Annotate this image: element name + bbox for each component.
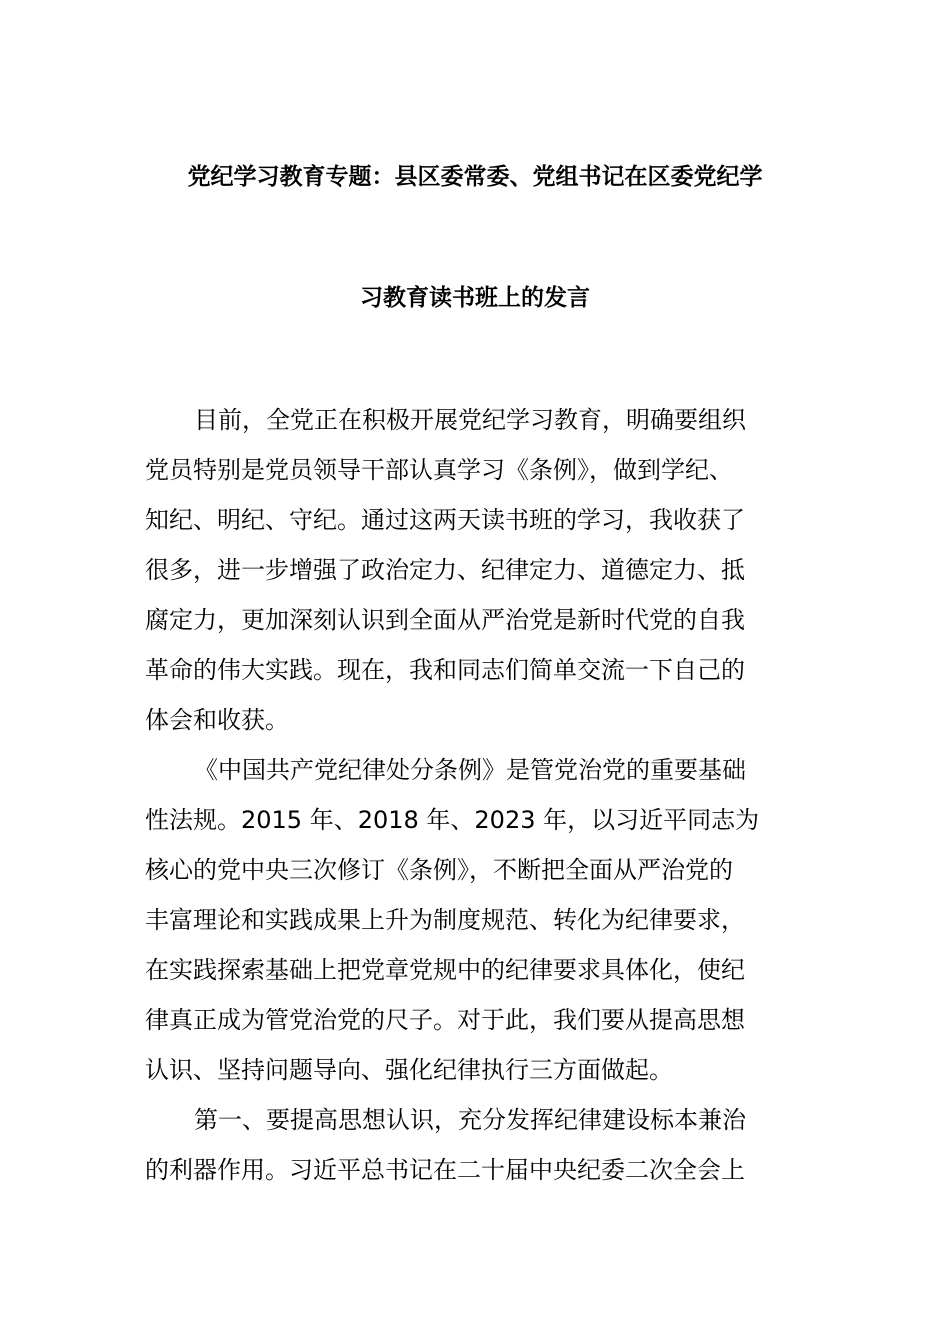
- paragraph-line: 律真正成为管党治党的尺子。对于此，我们要从提高思想: [145, 1006, 745, 1034]
- paragraph-line: 党员特别是党员领导干部认真学习《条例》，做到学纪、: [145, 456, 733, 484]
- paragraph-line: 认识、坚持问题导向、强化纪律执行三方面做起。: [145, 1056, 673, 1084]
- paragraph-line: 在实践探索基础上把党章党规中的纪律要求具体化，使纪: [145, 956, 745, 984]
- paragraph-line: 性法规。2015 年、2018 年、2023 年，以习近平同志为: [145, 806, 760, 834]
- document-body: [145, 400, 807, 1200]
- paragraph-line: 核心的党中央三次修订《条例》，不断把全面从严治党的: [145, 856, 733, 884]
- paragraph-line: 腐定力，更加深刻认识到全面从严治党是新时代党的自我: [145, 606, 745, 634]
- document-title-line-1: 党纪学习教育专题：县区委常委、党组书记在区委党纪学: [187, 164, 763, 190]
- paragraph-line: 很多，进一步增强了政治定力、纪律定力、道德定力、抵: [145, 556, 745, 584]
- paragraph-first-line: 《中国共产党纪律处分条例》是管党治党的重要基础: [194, 756, 746, 784]
- paragraph-line: 的利器作用。习近平总书记在二十届中央纪委二次全会上: [145, 1156, 745, 1184]
- paragraph-first-line: 第一、要提高思想认识，充分发挥纪律建设标本兼治: [194, 1106, 746, 1134]
- paragraph-line: 丰富理论和实践成果上升为制度规范、转化为纪律要求，: [145, 906, 745, 934]
- paragraph-line: 革命的伟大实践。现在，我和同志们简单交流一下自己的: [145, 656, 745, 684]
- paragraph-line: 知纪、明纪、守纪。通过这两天读书班的学习，我收获了: [145, 506, 745, 534]
- document-title-line-2: 习教育读书班上的发言: [360, 285, 590, 311]
- paragraph-first-line: 目前，全党正在积极开展党纪学习教育，明确要组织: [194, 406, 746, 434]
- paragraph-line: 体会和收获。: [145, 706, 289, 734]
